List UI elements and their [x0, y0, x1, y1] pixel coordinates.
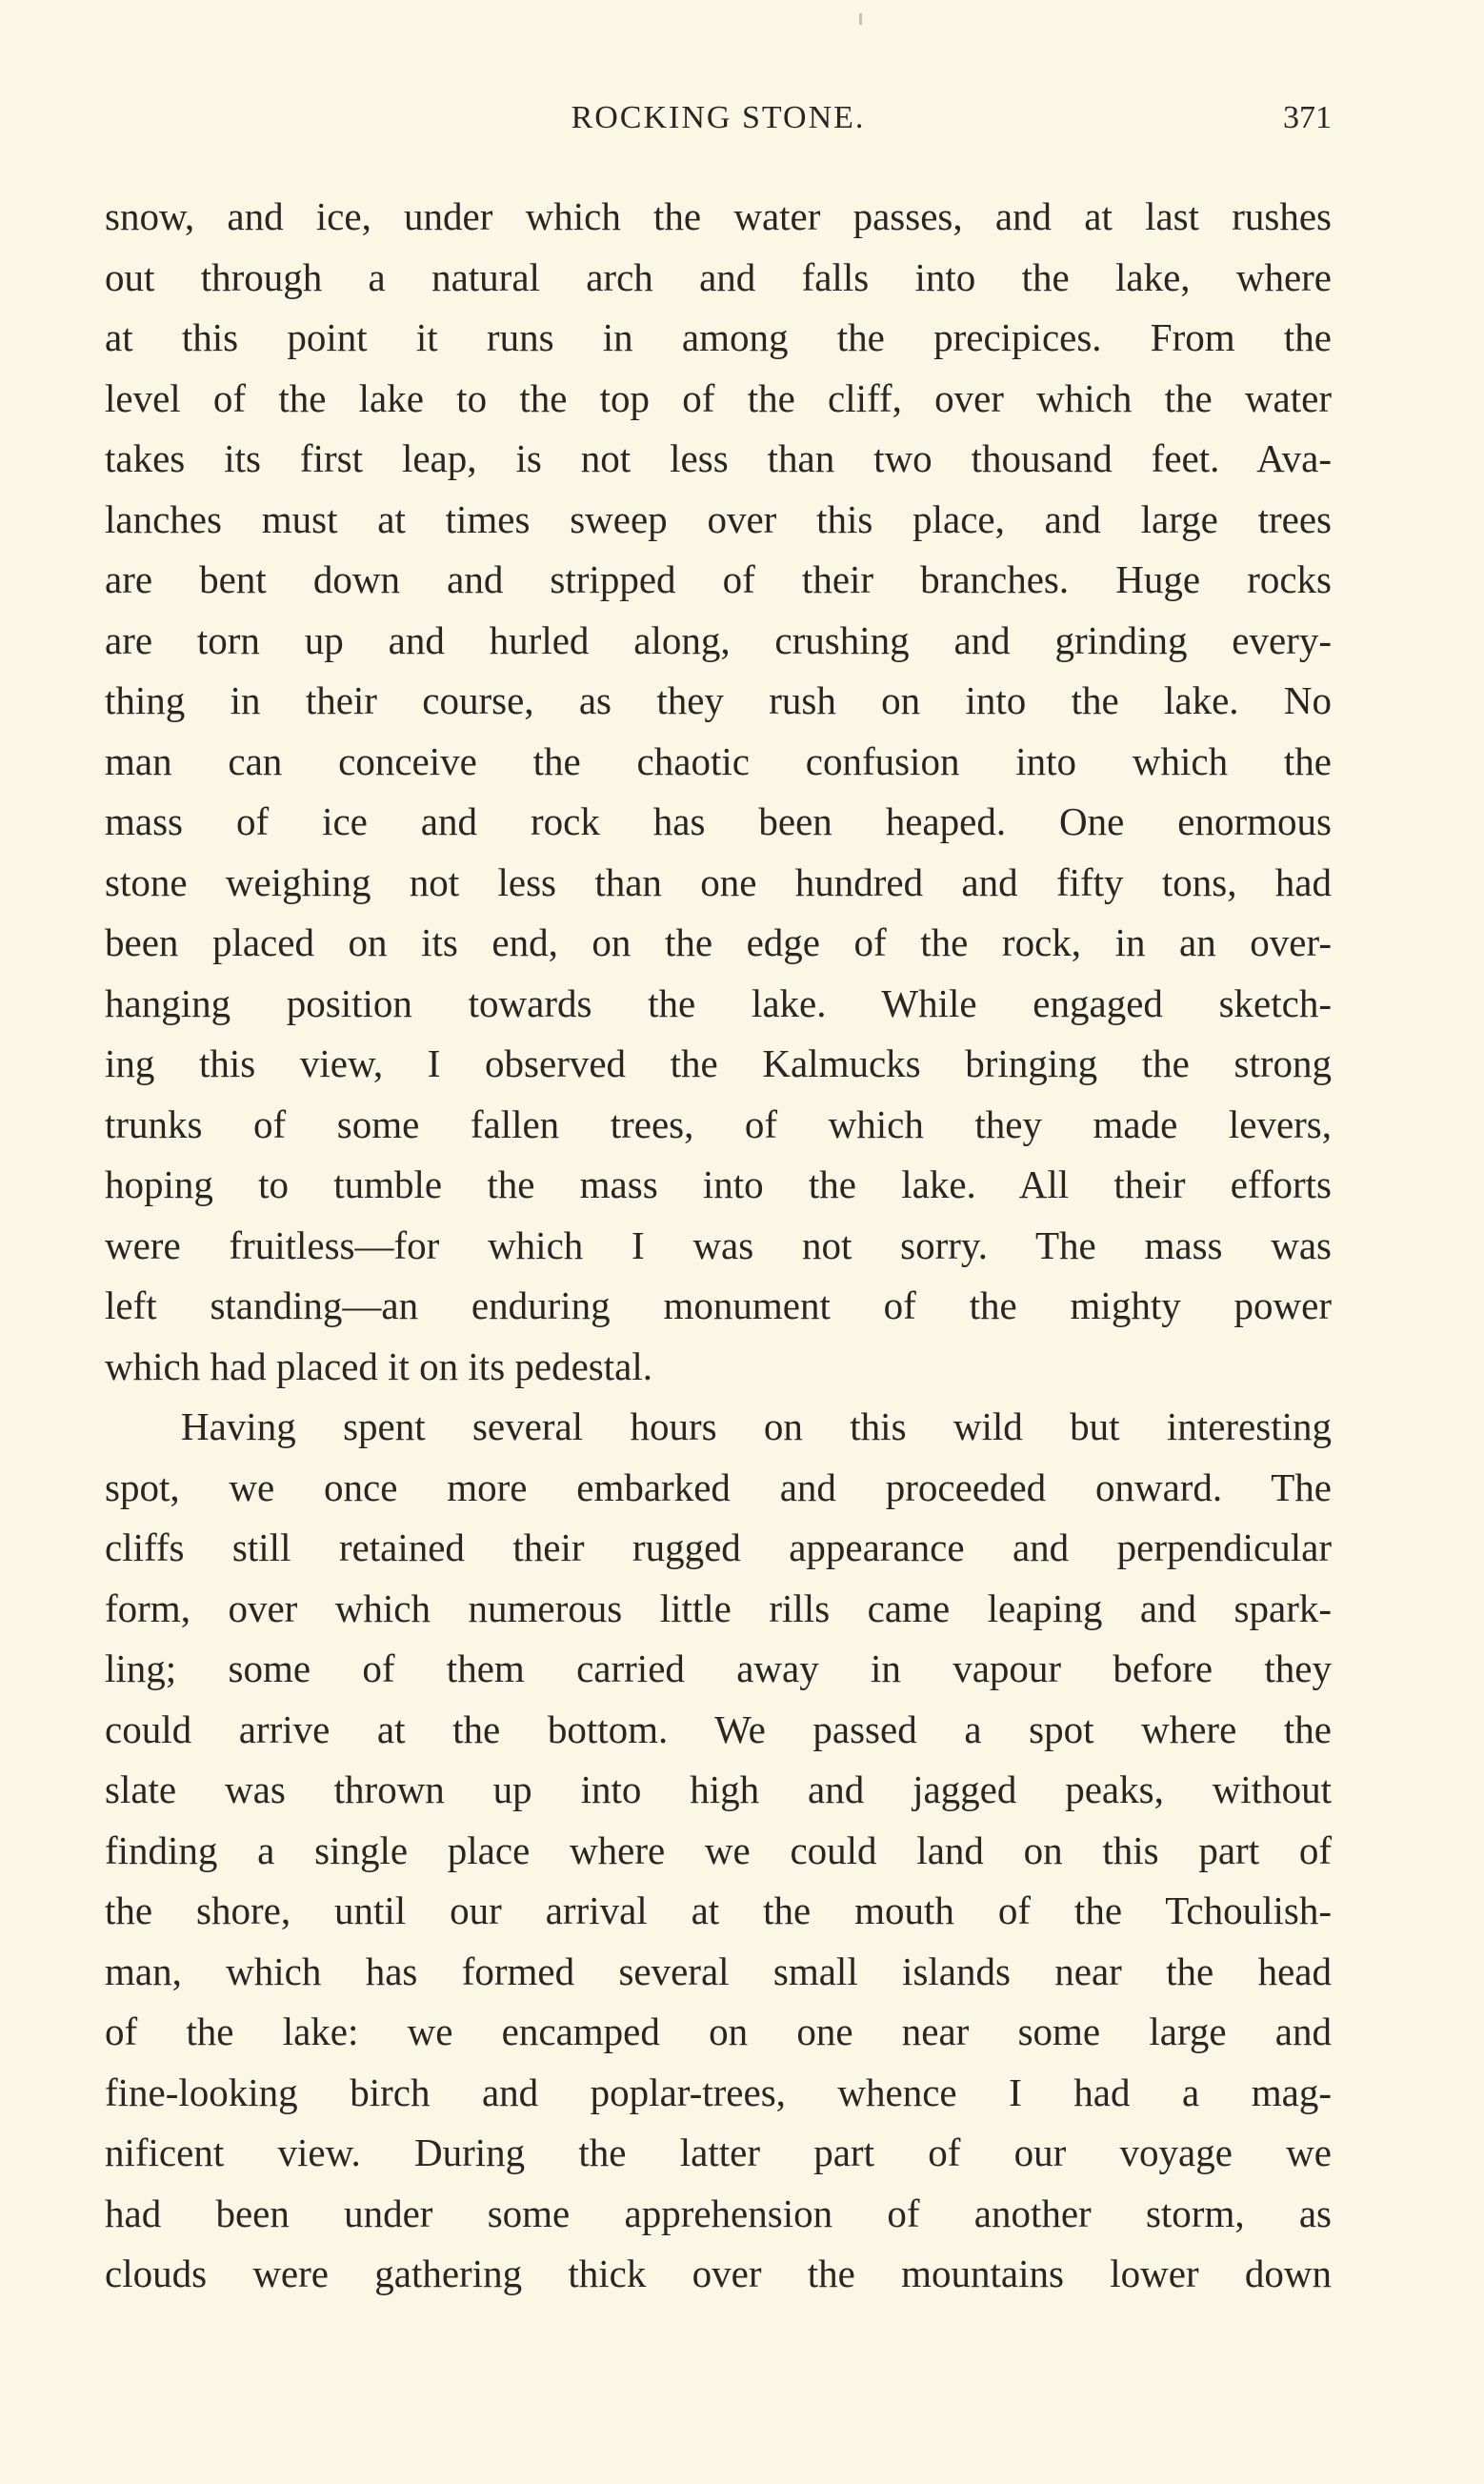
text-line: level of the lake to the top of the cliff, over which the water — [105, 375, 1332, 420]
text-line: had been under some apprehension of another storm, as — [105, 2191, 1332, 2235]
text-line: of the lake: we encamped on one near some large and — [105, 2009, 1332, 2053]
text-line: trunks of some fallen trees, of which they made levers, — [105, 1101, 1332, 1146]
text-line: spot, we once more embarked and proceeded onward. The — [105, 1464, 1332, 1509]
text-line: left standing—an enduring monument of the mighty power — [105, 1283, 1332, 1327]
text-line: slate was thrown up into high and jagged peaks, without — [105, 1767, 1332, 1811]
body-text — [105, 187, 1332, 2305]
text-line: cliffs still retained their rugged appearance and perpendicular — [105, 1525, 1332, 1569]
text-line: nificent view. During the latter part of our voyage we — [105, 2131, 1332, 2174]
text-line: thing in their course, as they rush on into the lake. No — [105, 678, 1332, 722]
gutter-mark — [859, 13, 862, 25]
text-line: hanging position towards the lake. While engaged sketch- — [105, 980, 1332, 1025]
text-line: snow, and ice, under which the water passes, and at last rushes — [105, 194, 1332, 238]
text-line: at this point it runs in among the precipices. From the — [105, 315, 1332, 359]
text-line: fine-looking birch and poplar-trees, whence I had a mag- — [105, 2070, 1332, 2114]
running-title: ROCKING STONE. — [571, 100, 866, 135]
text-line: hoping to tumble the mass into the lake. All their efforts — [105, 1162, 1332, 1206]
text-line: clouds were gathering thick over the mountains lower down — [105, 2252, 1332, 2295]
text-line: been placed on its end, on the edge of the rock, in an over- — [105, 920, 1332, 964]
text-line: ing this view, I observed the Kalmucks bringing the strong — [105, 1041, 1332, 1085]
text-line: mass of ice and rock has been heaped. One enormous — [105, 799, 1332, 843]
text-line: man can conceive the chaotic confusion into which the — [105, 738, 1332, 783]
page-number: 371 — [1283, 100, 1332, 135]
text-line: lanches must at times sweep over this place, and large trees — [105, 496, 1332, 541]
paragraph-end-line: which had placed it on its pedestal. — [105, 1343, 652, 1388]
paragraph-start-line: Having spent several hours on this wild but interesting — [181, 1404, 1332, 1448]
text-line: are torn up and hurled along, crushing and grinding every- — [105, 617, 1332, 662]
text-line: were fruitless—for which I was not sorry. The mass was — [105, 1222, 1332, 1267]
text-line: ling; some of them carried away in vapour before they — [105, 1646, 1332, 1690]
text-line: takes its first leap, is not less than two thousand feet. Ava- — [105, 436, 1332, 480]
text-line: out through a natural arch and falls into the lake, where — [105, 254, 1332, 299]
text-line: are bent down and stripped of their branches. Huge rocks — [105, 557, 1332, 601]
text-line: form, over which numerous little rills came leaping and spark- — [105, 1585, 1332, 1630]
text-line: the shore, until our arrival at the mouth of the Tchoulish- — [105, 1888, 1332, 1932]
text-line: could arrive at the bottom. We passed a spot where the — [105, 1706, 1332, 1751]
running-head — [105, 99, 1332, 137]
text-line: finding a single place where we could land on this part of — [105, 1828, 1332, 1872]
text-line: stone weighing not less than one hundred and fifty tons, had — [105, 859, 1332, 904]
text-line: man, which has formed several small islands near the head — [105, 1949, 1332, 1993]
